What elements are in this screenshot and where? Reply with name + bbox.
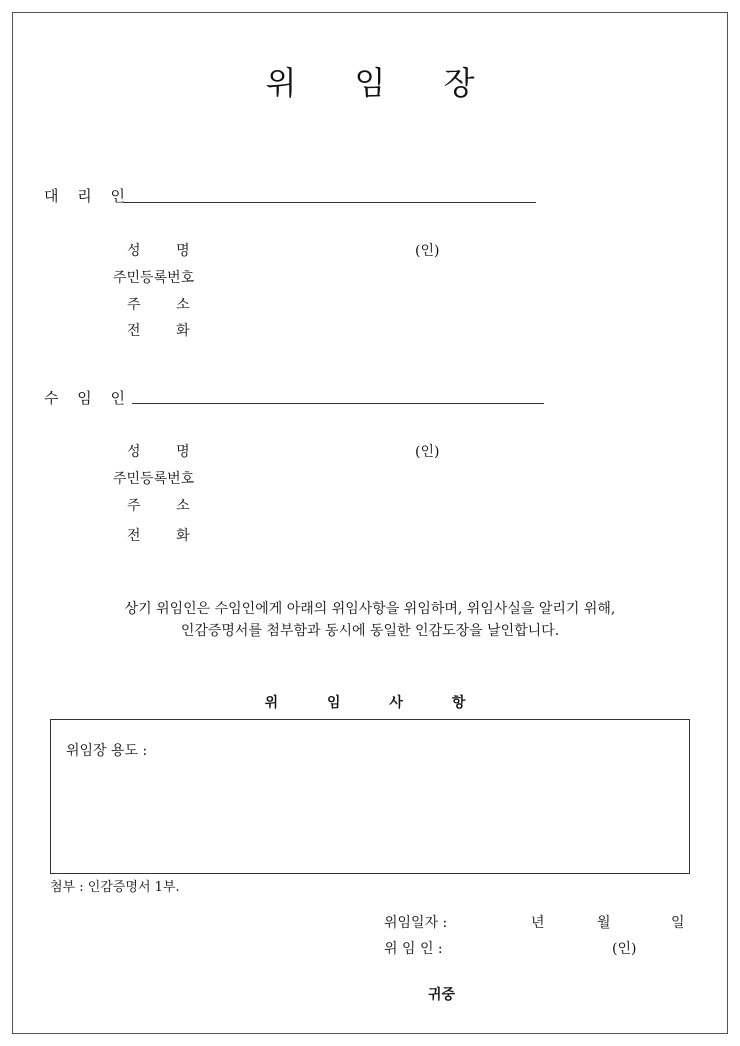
agent-underline — [123, 202, 536, 203]
agent-name-label: 성 명 — [127, 243, 190, 259]
delegation-items-title: 위 임 사 항 — [264, 695, 488, 711]
agent-address-label: 주 소 — [127, 297, 190, 313]
receiver-section-label: 수 임 인 — [44, 389, 133, 407]
delegator-seal: (인) — [612, 941, 637, 957]
date-label: 위임일자 : — [384, 915, 448, 931]
receiver-underline — [132, 403, 544, 404]
month-label: 월 — [597, 915, 611, 931]
day-label: 일 — [671, 915, 685, 931]
document-title: 위 임 장 — [265, 64, 499, 102]
agent-id-label: 주민등록번호 — [113, 270, 195, 286]
agent-section-label: 대 리 인 — [44, 187, 133, 205]
receiver-address-label: 주 소 — [127, 498, 190, 514]
delegator-label: 위 임 인 : — [384, 941, 443, 957]
statement-line-1: 상기 위임인은 수임인에게 아래의 위임사항을 위임하며, 위임사실을 알리기 위해, — [124, 601, 616, 617]
receiver-phone-label: 전 화 — [127, 528, 190, 544]
receiver-seal: (인) — [415, 444, 440, 460]
attachment-note: 첨부 : 인감증명서 1부. — [50, 880, 180, 895]
delegation-items-box — [50, 719, 690, 874]
recipient-label: 귀중 — [428, 987, 456, 1003]
agent-seal: (인) — [415, 243, 440, 259]
agent-phone-label: 전 화 — [127, 323, 190, 339]
statement-line-2: 인감증명서를 첨부함과 동시에 동일한 인감도장을 날인합니다. — [180, 623, 560, 639]
receiver-name-label: 성 명 — [127, 444, 190, 460]
receiver-id-label: 주민등록번호 — [113, 471, 195, 487]
year-label: 년 — [531, 915, 545, 931]
purpose-label: 위임장 용도 : — [66, 743, 148, 759]
